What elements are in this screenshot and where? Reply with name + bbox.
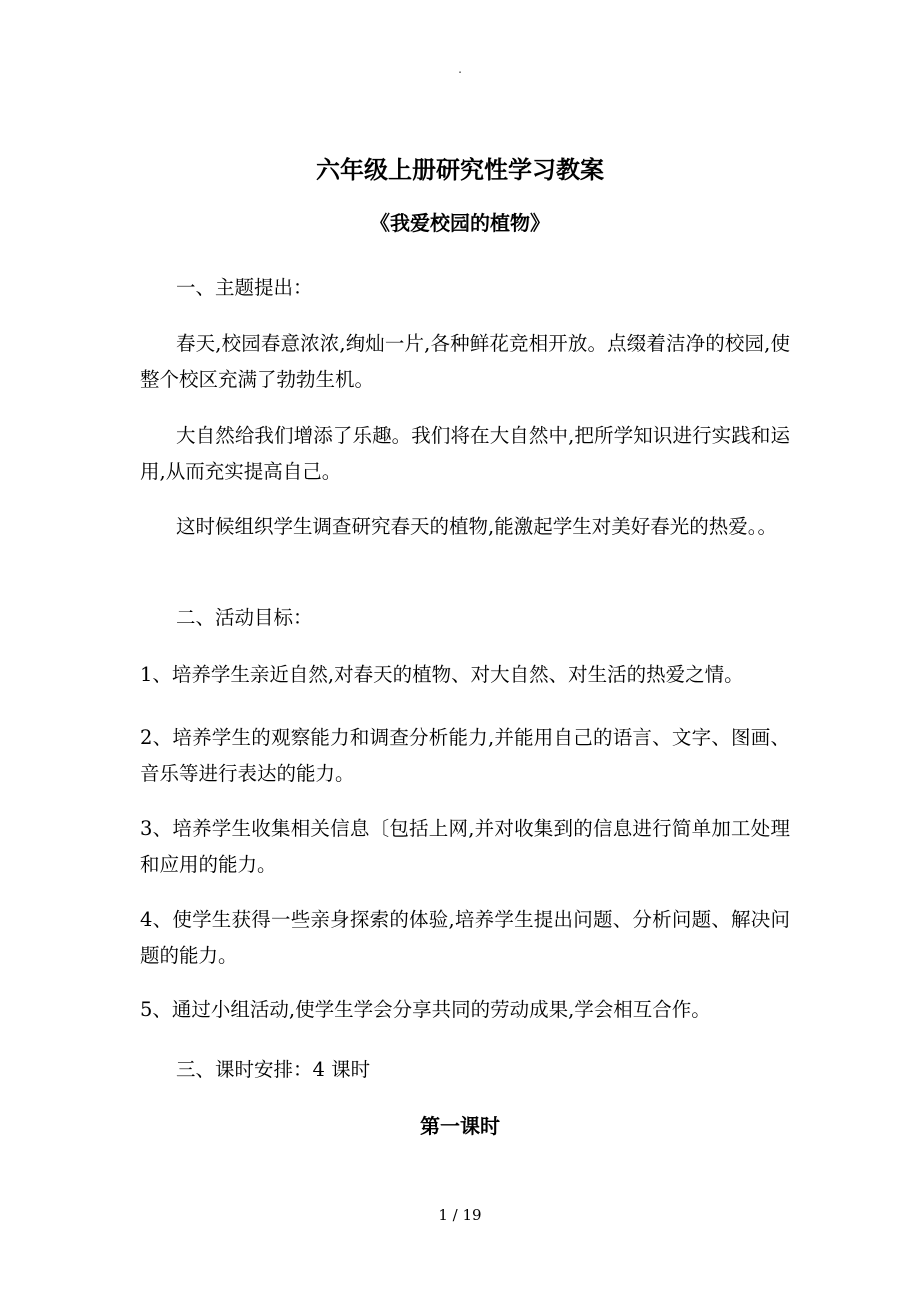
document-subtitle: 《我爱校园的植物》 <box>370 211 550 235</box>
page-number: 1 / 19 <box>438 1206 482 1224</box>
document-title: 六年级上册研究性学习教案 <box>316 156 604 184</box>
header-marker: . <box>458 62 462 76</box>
section1-heading: 一、主题提出： <box>176 276 313 299</box>
goal-item-1: 1、培养学生亲近自然,对春天的植物、对大自然、对生活的热爱之情。 <box>140 663 744 686</box>
paragraph-2: 大自然给我们增添了乐趣。我们将在大自然中,把所学知识进行实践和运用,从而充实提高自己。 <box>140 424 790 483</box>
lesson-heading: 第一课时 <box>420 1114 500 1138</box>
goal-item-2: 2、培养学生的观察能力和调查分析能力,并能用自己的语言、文字、图画、音乐等进行表达的能力。 <box>140 726 790 785</box>
paragraph-1: 春天,校园春意浓浓,绚灿一片,各种鲜花竞相开放。点缀着洁净的校园,使整个校区充满了勃勃生机。 <box>140 332 790 391</box>
goal-item-5: 5、通过小组活动,使学生学会分享共同的劳动成果,学会相互合作。 <box>140 998 711 1021</box>
goal-item-4: 4、使学生获得一些亲身探索的体验,培养学生提出问题、分析问题、解决问题的能力。 <box>140 908 790 967</box>
section3-heading: 三、课时安排：4 课时 <box>176 1058 371 1081</box>
section2-heading: 二、活动目标： <box>176 606 313 629</box>
goal-item-3: 3、培养学生收集相关信息〔包括上网,并对收集到的信息进行简单加工处理和应用的能力。 <box>140 817 790 876</box>
paragraph-3: 这时候组织学生调查研究春天的植物,能激起学生对美好春光的热爱。。 <box>176 515 777 538</box>
